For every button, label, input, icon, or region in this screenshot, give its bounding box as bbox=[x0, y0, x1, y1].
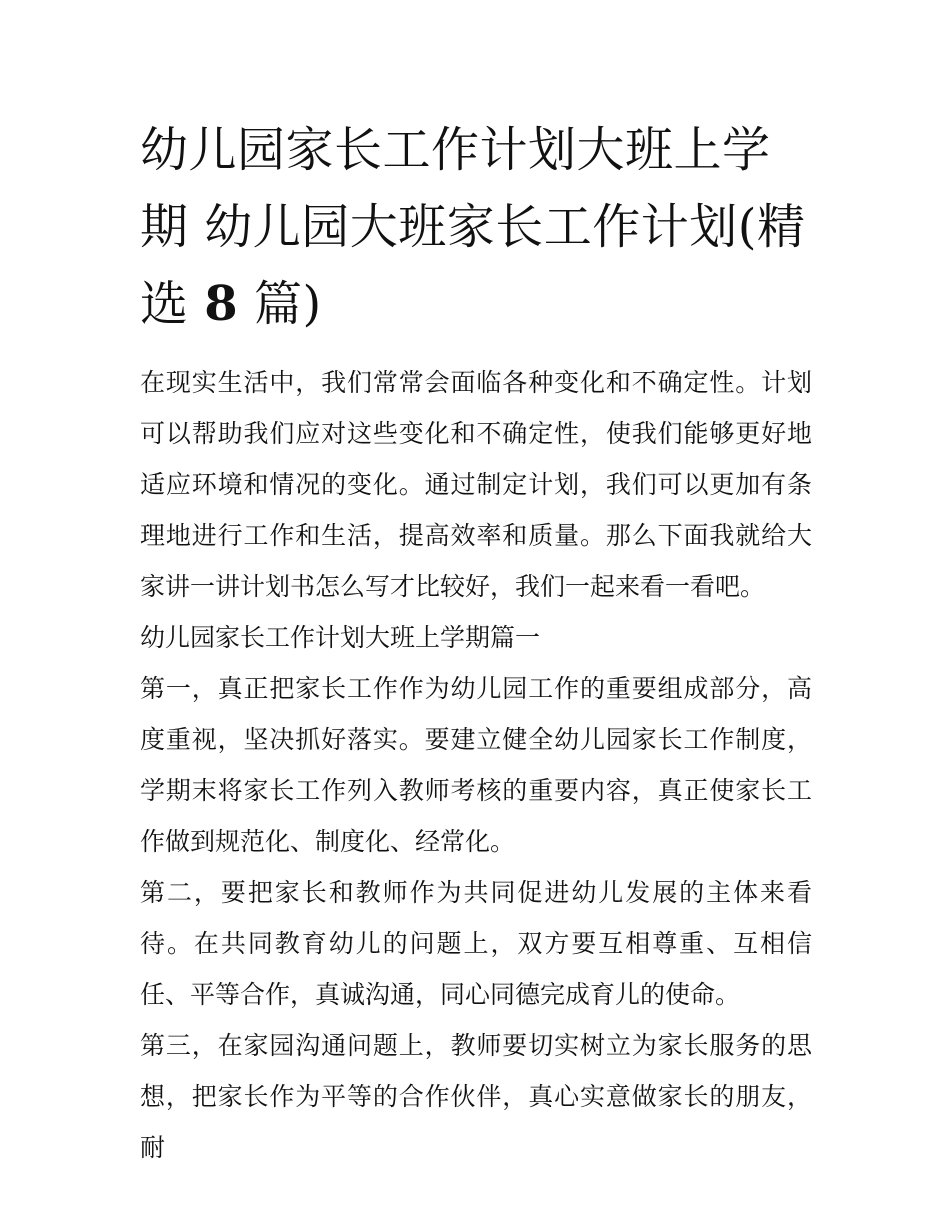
document-page bbox=[140, 112, 812, 1173]
section-heading: 幼儿园家长工作计划大班上学期篇一 bbox=[140, 623, 541, 652]
title-suffix: 篇) bbox=[253, 276, 322, 332]
title-number: 8 bbox=[204, 276, 239, 332]
title-text: 幼儿园家长工作计划大班上学期 幼儿园大班家长工作计划(精选 bbox=[140, 122, 806, 332]
document-body bbox=[140, 357, 812, 1173]
paragraph-third: 第三，在家园沟通问题上，教师要切实树立为家长服务的思想，把家长作为平等的合作伙伴，真心实意做家长的朋友，耐 bbox=[140, 1031, 812, 1162]
paragraph-first: 第一，真正把家长工作作为幼儿园工作的重要组成部分，高度重视，坚决抓好落实。要建立健全幼儿园家长工作制度，学期末将家长工作列入教师考核的重要内容，真正使家长工作做到规范化、制度化、经常化。 bbox=[140, 674, 812, 856]
paragraph-second: 第二，要把家长和教师作为共同促进幼儿发展的主体来看待。在共同教育幼儿的问题上，双方要互相尊重、互相信任、平等合作，真诚沟通，同心同德完成育儿的使命。 bbox=[140, 878, 812, 1009]
document-title bbox=[140, 112, 812, 343]
intro-paragraph: 在现实生活中，我们常常会面临各种变化和不确定性。计划可以帮助我们应对这些变化和不确定性，使我们能够更好地适应环境和情况的变化。通过制定计划，我们可以更加有条理地进行工作和生活，提高效率和质量。那么下面我就给大家讲一讲计划书怎么写才比较好，我们一起来看一看吧。 bbox=[140, 368, 812, 601]
